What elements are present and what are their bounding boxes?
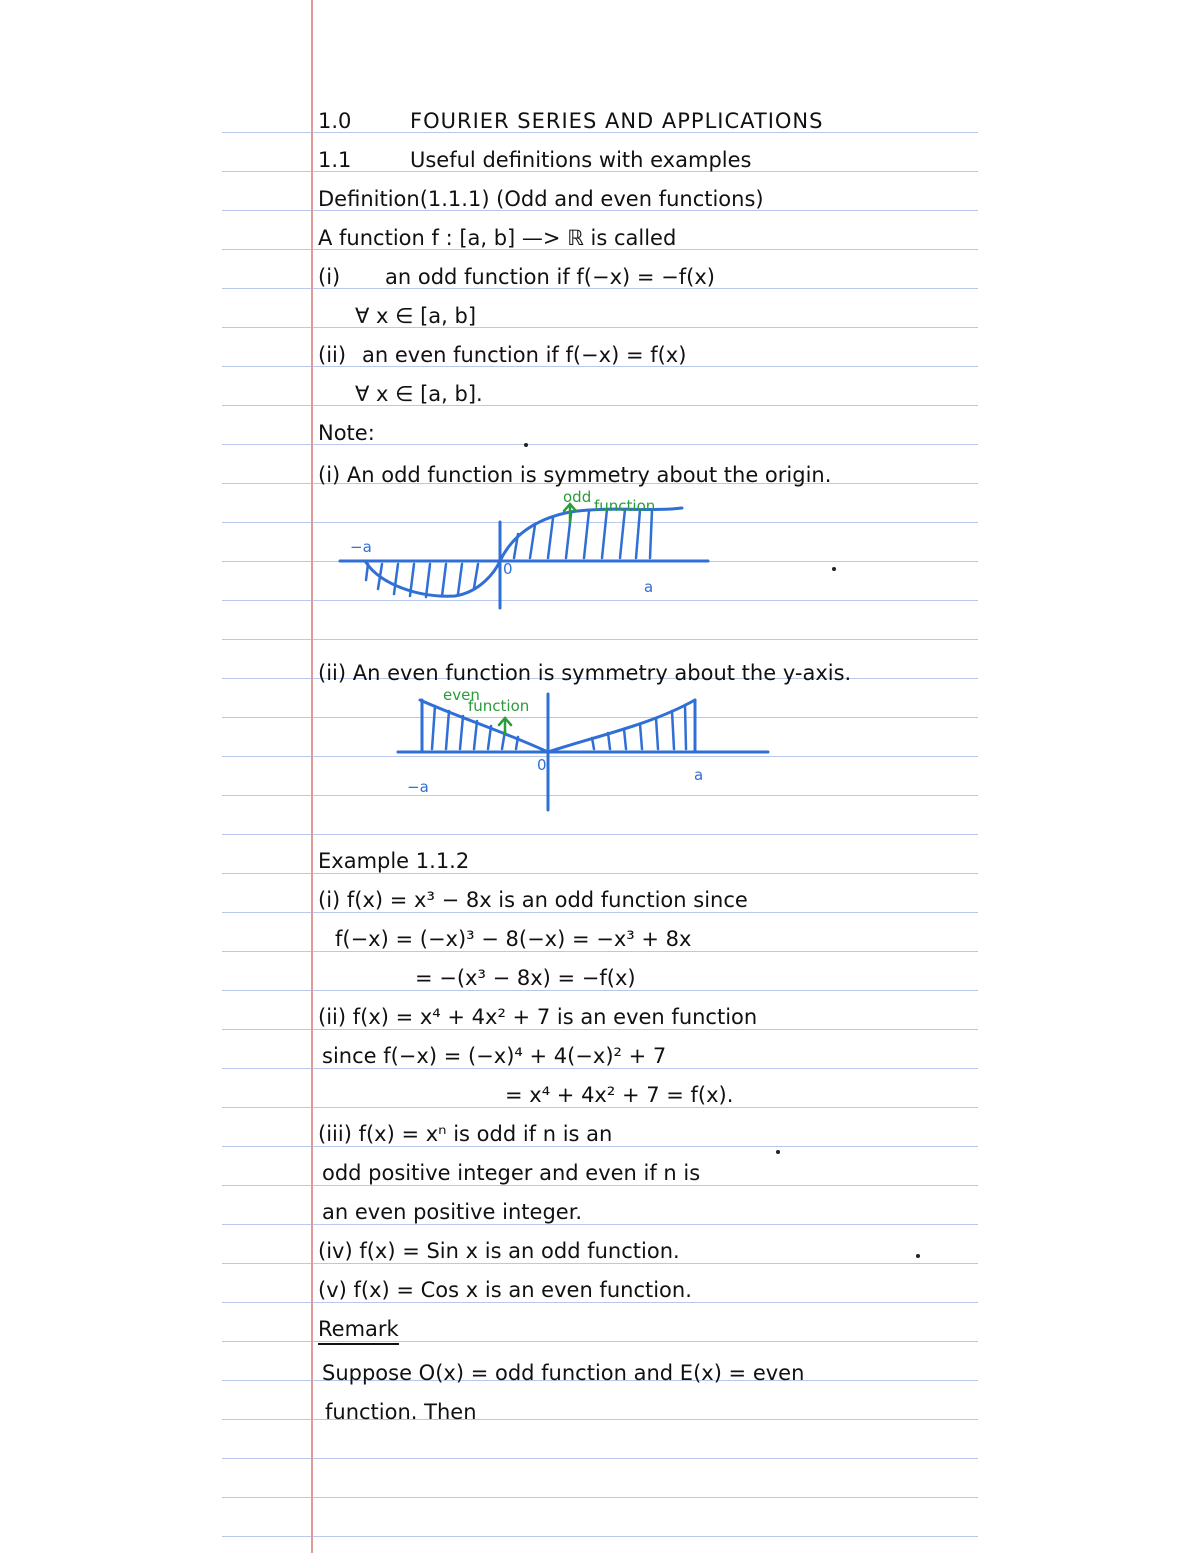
example-i-line3: = −(x³ − 8x) = −f(x) [415,966,636,990]
example-v: (v) f(x) = Cos x is an even function. [318,1278,692,1302]
note-even-text: (ii) An even function is symmetry about the y-axis. [318,661,852,685]
remark-line1: Suppose O(x) = odd function and E(x) = even [322,1361,805,1385]
odd-annotation-line1: odd [563,488,592,506]
section-title: Useful definitions with examples [410,148,752,172]
definition-i-condition: ∀ x ∈ [a, b] [355,304,477,328]
pen-dot [916,1254,920,1258]
odd-label-a: a [644,578,654,596]
example-iii-line3: an even positive integer. [322,1200,583,1224]
example-i-line2: f(−x) = (−x)³ − 8(−x) = −x³ + 8x [335,927,692,951]
pen-dot [776,1150,780,1154]
chapter-title: FOURIER SERIES AND APPLICATIONS [410,109,824,133]
note-odd-text: (i) An odd function is symmetry about the origin. [318,463,832,487]
even-label-neg-a: −a [407,778,429,796]
example-iii-line2: odd positive integer and even if n is [322,1161,701,1185]
definition-i-text: an odd function if f(−x) = −f(x) [385,265,715,289]
even-label-a: a [694,766,704,784]
example-ii-line3: = x⁴ + 4x² + 7 = f(x). [505,1083,734,1107]
even-annotation-line1: even [443,686,480,704]
example-ii-line2: since f(−x) = (−x)⁴ + 4(−x)² + 7 [322,1044,667,1068]
remark-line2: function. Then [325,1400,477,1424]
example-ii-line1: (ii) f(x) = x⁴ + 4x² + 7 is an even function [318,1005,758,1029]
even-figure-axes [398,694,768,810]
definition-intro: A function f : [a, b] —> ℝ is called [318,226,677,250]
odd-label-neg-a: −a [350,538,372,556]
note-label: Note: [318,421,375,445]
section-number: 1.1 [318,148,352,172]
example-iii-line1: (iii) f(x) = xⁿ is odd if n is an [318,1122,613,1146]
odd-label-origin: 0 [503,560,513,578]
definition-ii-condition: ∀ x ∈ [a, b]. [355,382,483,406]
example-i-line1: (i) f(x) = x³ − 8x is an odd function since [318,888,748,912]
even-annotation-line2: function [468,697,530,715]
even-label-origin: 0 [537,756,547,774]
definition-i-label: (i) [318,265,341,289]
definition-ii-label: (ii) [318,343,347,367]
remark-title: Remark [318,1316,399,1345]
example-iv: (iv) f(x) = Sin x is an odd function. [318,1239,680,1263]
definition-ii-text: an even function if f(−x) = f(x) [362,343,687,367]
example-title: Example 1.1.2 [318,849,470,873]
chapter-number: 1.0 [318,109,352,133]
odd-annotation-line2: function [594,497,656,515]
definition-title: Definition(1.1.1) (Odd and even functions) [318,187,764,211]
